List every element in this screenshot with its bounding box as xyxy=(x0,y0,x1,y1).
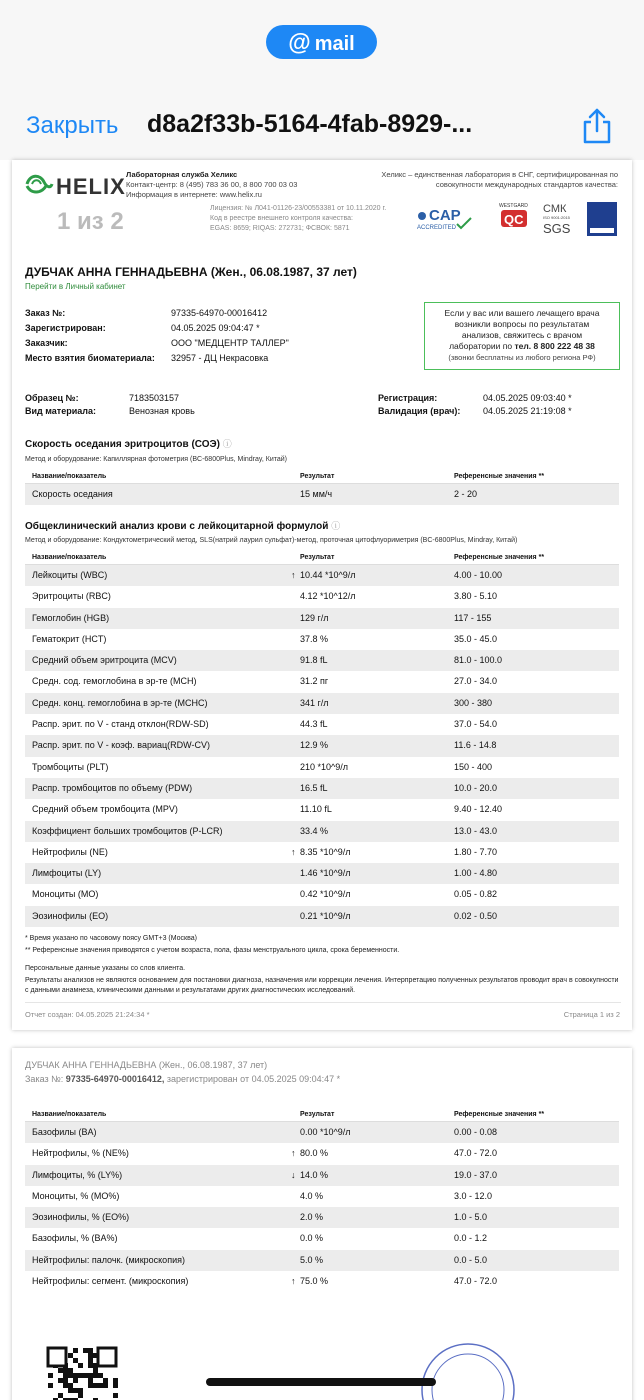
table-row xyxy=(25,1165,619,1186)
table-row xyxy=(25,650,619,671)
row-name: Нейтрофилы: палочк. (микроскопия) xyxy=(32,1254,185,1265)
row-result-value: 33.4 % xyxy=(300,825,329,836)
table-row xyxy=(25,693,619,714)
westgard-qc-logo xyxy=(499,203,528,227)
row-reference: 47.0 - 72.0 xyxy=(454,1148,498,1159)
sample-number: 7183503157 xyxy=(129,393,180,403)
row-name: Средний объем эритроцита (MCV) xyxy=(32,655,177,666)
flag-arrow-icon: ↑ xyxy=(291,570,296,580)
svg-text:ACCREDITED: ACCREDITED xyxy=(417,225,457,231)
row-reference: 19.0 - 37.0 xyxy=(454,1169,498,1180)
cbc-table xyxy=(25,551,619,927)
row-result xyxy=(300,671,454,692)
svg-text:СМК: СМК xyxy=(543,203,567,215)
row-result xyxy=(300,821,454,842)
table-header: Название/показатель Результат Референсные значения ** xyxy=(25,1108,619,1122)
row-name: Коэффициент больших тромбоцитов (P-LCR) xyxy=(32,825,223,836)
row-result-value: 14.0 % xyxy=(300,1169,329,1180)
table-row xyxy=(25,821,619,842)
row-reference: 1.00 - 4.80 xyxy=(454,868,498,879)
lab-contact-center: Контакт-центр: 8 (495) 783 36 00, 8 800 700 03 03 xyxy=(126,180,298,189)
row-name: Лимфоциты (LY) xyxy=(32,868,102,879)
row-result-value: 10.44 *10^9/л xyxy=(300,570,356,580)
home-indicator xyxy=(206,1378,436,1386)
row-result-value: 8.35 *10^9/л xyxy=(300,846,351,857)
page-number: Страница 1 из 2 xyxy=(563,1010,620,1019)
row-reference: 0.0 - 5.0 xyxy=(454,1254,488,1265)
row-result xyxy=(300,608,454,629)
row-name: Нейтрофилы, % (NE%) xyxy=(32,1148,129,1159)
material-type: Венозная кровь xyxy=(129,406,195,416)
row-result xyxy=(300,629,454,650)
row-result-value: 0.00 *10^9/л xyxy=(300,1127,351,1137)
row-result-value: 44.3 fL xyxy=(300,719,328,730)
row-reference: 1.80 - 7.70 xyxy=(454,846,498,857)
svg-text:CAP: CAP xyxy=(429,207,461,224)
row-name: Гемоглобин (HGB) xyxy=(32,612,110,623)
sgs-logo xyxy=(543,203,571,236)
table-row xyxy=(25,1228,619,1249)
report-created-date: Отчет создан: 04.05.2025 21:24:34 * xyxy=(25,1010,150,1019)
order-info xyxy=(25,306,289,366)
row-reference: 35.0 - 45.0 xyxy=(454,633,498,644)
info-icon[interactable]: ⓘ xyxy=(331,521,341,531)
table-row xyxy=(25,629,619,650)
row-result xyxy=(300,1228,454,1249)
row-result xyxy=(291,1143,454,1164)
row-result-value: 129 г/л xyxy=(300,612,329,623)
row-result-value: 341 г/л xyxy=(300,697,329,708)
lab-service-name: Лабораторная служба Хеликс xyxy=(126,170,238,179)
lab-info xyxy=(126,170,297,200)
table-row: Скорость оседания 15 мм/ч 2 - 20 xyxy=(25,484,619,505)
table-row xyxy=(25,863,619,884)
row-reference: 150 - 400 xyxy=(454,761,493,772)
row-reference: 0.05 - 0.82 xyxy=(454,889,498,900)
row-name: Тромбоциты (PLT) xyxy=(32,761,109,772)
row-name: Базофилы (BA) xyxy=(32,1127,97,1137)
svg-text:ISO 9001:2015: ISO 9001:2015 xyxy=(543,215,570,220)
order-row: Заказчик: ООО "МЕДЦЕНТР ТАЛЛЕР" xyxy=(25,338,289,348)
row-reference: 3.0 - 12.0 xyxy=(454,1190,493,1201)
table-row xyxy=(25,1143,619,1164)
row-name: Моноциты, % (MO%) xyxy=(32,1190,120,1201)
certification-logos xyxy=(415,200,620,238)
certification-text: Хеликс – единственная лаборатория в СНГ, сертифицированная по совокупности международных стандартов качества: xyxy=(381,170,618,189)
table-row xyxy=(25,608,619,629)
row-result xyxy=(300,650,454,671)
row-name: Распр. эрит. по V - коэф. вариац(RDW-CV) xyxy=(32,740,210,751)
row-result xyxy=(300,757,454,778)
row-result xyxy=(300,735,454,756)
table-row xyxy=(25,565,619,586)
row-result-value: 0.42 *10^9/л xyxy=(300,889,351,900)
table-row xyxy=(25,1271,619,1292)
personal-cabinet-link[interactable]: Перейти в Личный кабинет xyxy=(25,282,126,291)
page2-patient-name: ДУБЧАК АННА ГЕННАДЬЕВНА (Жен., 06.08.1987, 37 лет) xyxy=(25,1060,268,1070)
table-row xyxy=(25,1122,619,1143)
row-result xyxy=(300,1122,454,1143)
row-result-value: 80.0 % xyxy=(300,1148,329,1159)
flag-arrow-icon: ↑ xyxy=(291,846,296,857)
mail-button[interactable] xyxy=(266,25,377,59)
row-result-value: 37.8 % xyxy=(300,633,329,644)
row-result xyxy=(291,842,454,863)
row-result xyxy=(300,799,454,820)
order-row: Место взятия биоматериала: 32957 - ДЦ Некрасовка xyxy=(25,353,269,363)
row-result xyxy=(291,1165,454,1186)
row-result xyxy=(300,693,454,714)
table-row xyxy=(25,1250,619,1271)
logo-text: HELIX xyxy=(56,174,126,199)
row-result xyxy=(300,863,454,884)
table-row xyxy=(25,1186,619,1207)
table-row xyxy=(25,842,619,863)
iso-badge xyxy=(587,202,617,236)
svg-text:QC: QC xyxy=(504,212,524,227)
doctor-contact-box: Если у вас или вашего лечащего врача возникли вопросы по результатам анализов, свяжитесь с врачом лаборатории по тел. 8 800 222 48 38 (звонки бесплатны из любого региона РФ) xyxy=(424,302,620,370)
registry-label: Код в реестре внешнего контроля качества: xyxy=(210,215,353,222)
footnote-reference: ** Референсные значения приводятся с учетом возраста, пола, фазы менструального цикла, срока беременности. xyxy=(25,947,400,954)
row-result xyxy=(300,586,454,607)
row-reference: 47.0 - 72.0 xyxy=(454,1276,498,1287)
row-result-value: 4.0 % xyxy=(300,1190,324,1201)
row-name: Нейтрофилы (NE) xyxy=(32,846,108,857)
row-reference: 117 - 155 xyxy=(454,612,492,623)
row-reference: 300 - 380 xyxy=(454,697,493,708)
row-result-value: 31.2 пг xyxy=(300,676,329,687)
table-row xyxy=(25,1207,619,1228)
order-row: Зарегистрирован: 04.05.2025 09:04:47 * xyxy=(25,323,260,333)
row-name: Моноциты (MO) xyxy=(32,889,99,900)
row-reference: 0.00 - 0.08 xyxy=(454,1127,498,1137)
table-row xyxy=(25,714,619,735)
flag-arrow-icon: ↓ xyxy=(291,1169,296,1180)
row-result xyxy=(300,906,454,927)
row-reference: 13.0 - 43.0 xyxy=(454,825,498,836)
footnote-disclaimer: Результаты анализов не являются основанием для постановки диагноза, назначения или коррекции лечения. Интерпретацию полученных результатов проводит врач в совокупности с данными анамнеза, клиническими данными и результатами других диагностических исследований. xyxy=(25,977,619,994)
row-name: Лейкоциты (WBC) xyxy=(32,570,108,580)
patient-name: ДУБЧАК АННА ГЕННАДЬЕВНА (Жен., 06.08.1987, 37 лет) xyxy=(25,265,357,279)
table-row xyxy=(25,671,619,692)
table-row xyxy=(25,778,619,799)
row-name: Эозинофилы, % (EO%) xyxy=(32,1212,130,1223)
table-row xyxy=(25,586,619,607)
registry-codes: EGAS: 8659; RIQAS: 272731; ФСВОК: 5871 xyxy=(210,225,350,232)
row-reference: 27.0 - 34.0 xyxy=(454,676,498,687)
close-button[interactable]: Закрыть xyxy=(26,112,119,139)
page2-order-info: Заказ №: 97335-64970-00016412, зарегистрирован от 04.05.2025 09:04:47 * xyxy=(25,1074,341,1084)
row-name: Распр. эрит. по V - станд отклон(RDW-SD) xyxy=(32,719,209,730)
row-result xyxy=(300,884,454,905)
row-result-value: 2.0 % xyxy=(300,1212,324,1223)
row-reference: 9.40 - 12.40 xyxy=(454,804,503,815)
row-result-value: 11.10 fL xyxy=(300,804,332,815)
row-name: Средн. сод. гемоглобина в эр-те (MCH) xyxy=(32,676,197,687)
sample-info: Образец №: 7183503157 Регистрация: 04.05.2025 09:03:40 * Вид материала: Венозная кровь Валидация (врач): 04.05.2025 21:19:08 * xyxy=(25,393,572,416)
flag-arrow-icon: ↑ xyxy=(291,1148,296,1159)
row-name: Эозинофилы (EO) xyxy=(32,910,109,921)
order-row: Заказ №: 97335-64970-00016412 xyxy=(25,308,268,318)
license-info xyxy=(110,204,386,234)
esr-section-title: Скорость оседания эритроцитов (СОЭ) ⓘ xyxy=(25,439,232,450)
table-row xyxy=(25,799,619,820)
row-result xyxy=(291,565,454,586)
info-icon[interactable]: ⓘ xyxy=(222,439,232,449)
license-number: Лицензия: № Л041-01126-23/00553381 от 10.11.2020 г. xyxy=(210,205,387,212)
document-title: d8a2f33b-5164-4fab-8929-... xyxy=(147,110,473,138)
row-result-value: 91.8 fL xyxy=(300,655,328,666)
svg-text:SGS: SGS xyxy=(543,221,571,236)
row-result xyxy=(300,1250,454,1271)
footnote-timezone: * Время указано по часовому поясу GMT+3 (Москва) xyxy=(25,935,197,942)
row-reference: 0.0 - 1.2 xyxy=(454,1233,488,1244)
qr-code xyxy=(46,1346,120,1400)
cbc-method: Метод и оборудование: Кондуктометрический метод, SLS(натрий лаурил сульфат)-метод, проточная цитофлуориметрия (BC-6800Plus, Mindray, Китай) xyxy=(25,537,518,544)
table-row xyxy=(25,884,619,905)
at-icon: @ xyxy=(288,29,311,55)
row-reference: 3.80 - 5.10 xyxy=(454,591,498,602)
cap-logo xyxy=(417,207,471,231)
svg-text:WESTGARD: WESTGARD xyxy=(499,203,528,209)
cbc-section-title: Общеклинический анализ крови с лейкоцитарной формулой ⓘ xyxy=(25,521,341,532)
row-result-value: 4.12 *10^12/л xyxy=(300,591,356,602)
page2-table xyxy=(25,1108,619,1292)
mail-label: mail xyxy=(314,33,355,55)
table-row xyxy=(25,906,619,927)
doctor-phone[interactable]: тел. 8 800 222 48 38 xyxy=(514,341,595,351)
report-page-1 xyxy=(12,160,632,1030)
row-reference: 4.00 - 10.00 xyxy=(454,570,503,580)
row-reference: 11.6 - 14.8 xyxy=(454,740,497,751)
row-name: Эритроциты (RBC) xyxy=(32,591,111,602)
row-reference: 0.02 - 0.50 xyxy=(454,910,498,921)
row-result xyxy=(300,714,454,735)
lab-website: Информация в интернете: www.helix.ru xyxy=(126,190,262,199)
row-result xyxy=(300,778,454,799)
esr-method: Метод и оборудование: Капиллярная фотометрия (BC-6800Plus, Mindray, Китай) xyxy=(25,456,288,463)
row-result-value: 12.9 % xyxy=(300,740,329,751)
row-result-value: 210 *10^9/л xyxy=(300,761,349,772)
row-name: Базофилы, % (BA%) xyxy=(32,1233,118,1244)
lab-stamp xyxy=(418,1338,518,1400)
row-result-value: 75.0 % xyxy=(300,1276,329,1287)
row-reference: 1.0 - 5.0 xyxy=(454,1212,488,1223)
row-name: Средний объем тромбоцита (MPV) xyxy=(32,804,178,815)
viewer-topbar xyxy=(0,0,644,160)
flag-arrow-icon: ↑ xyxy=(291,1276,296,1287)
row-name: Распр. тромбоцитов по объему (PDW) xyxy=(32,782,193,793)
row-result-value: 16.5 fL xyxy=(300,782,328,793)
row-reference: 81.0 - 100.0 xyxy=(454,655,503,666)
table-row xyxy=(25,735,619,756)
row-result-value: 5.0 % xyxy=(300,1254,324,1265)
report-page-2 xyxy=(12,1048,632,1400)
row-result-value: 0.21 *10^9/л xyxy=(300,910,351,921)
row-result xyxy=(291,1271,454,1292)
row-name: Нейтрофилы: сегмент. (микроскопия) xyxy=(32,1276,189,1287)
footer-divider xyxy=(25,1002,621,1003)
share-icon[interactable] xyxy=(580,106,614,146)
esr-table xyxy=(25,470,619,505)
row-result xyxy=(300,1207,454,1228)
row-name: Гематокрит (HCT) xyxy=(32,633,107,644)
row-result-value: 1.46 *10^9/л xyxy=(300,868,351,879)
row-reference: 37.0 - 54.0 xyxy=(454,719,498,730)
row-result-value: 0.0 % xyxy=(300,1233,324,1244)
row-name: Средн. конц. гемоглобина в эр-те (MCHC) xyxy=(32,697,208,708)
page-counter: 1 из 2 xyxy=(57,208,124,235)
row-result xyxy=(300,1186,454,1207)
row-name: Лимфоциты, % (LY%) xyxy=(32,1169,123,1180)
table-row xyxy=(25,757,619,778)
row-reference: 10.0 - 20.0 xyxy=(454,782,498,793)
footnote-personal: Персональные данные указаны со слов клиента. xyxy=(25,965,186,972)
table-header: Название/показатель Результат Референсные значения ** xyxy=(25,470,619,484)
table-header: Название/показатель Результат Референсные значения ** xyxy=(25,551,619,565)
